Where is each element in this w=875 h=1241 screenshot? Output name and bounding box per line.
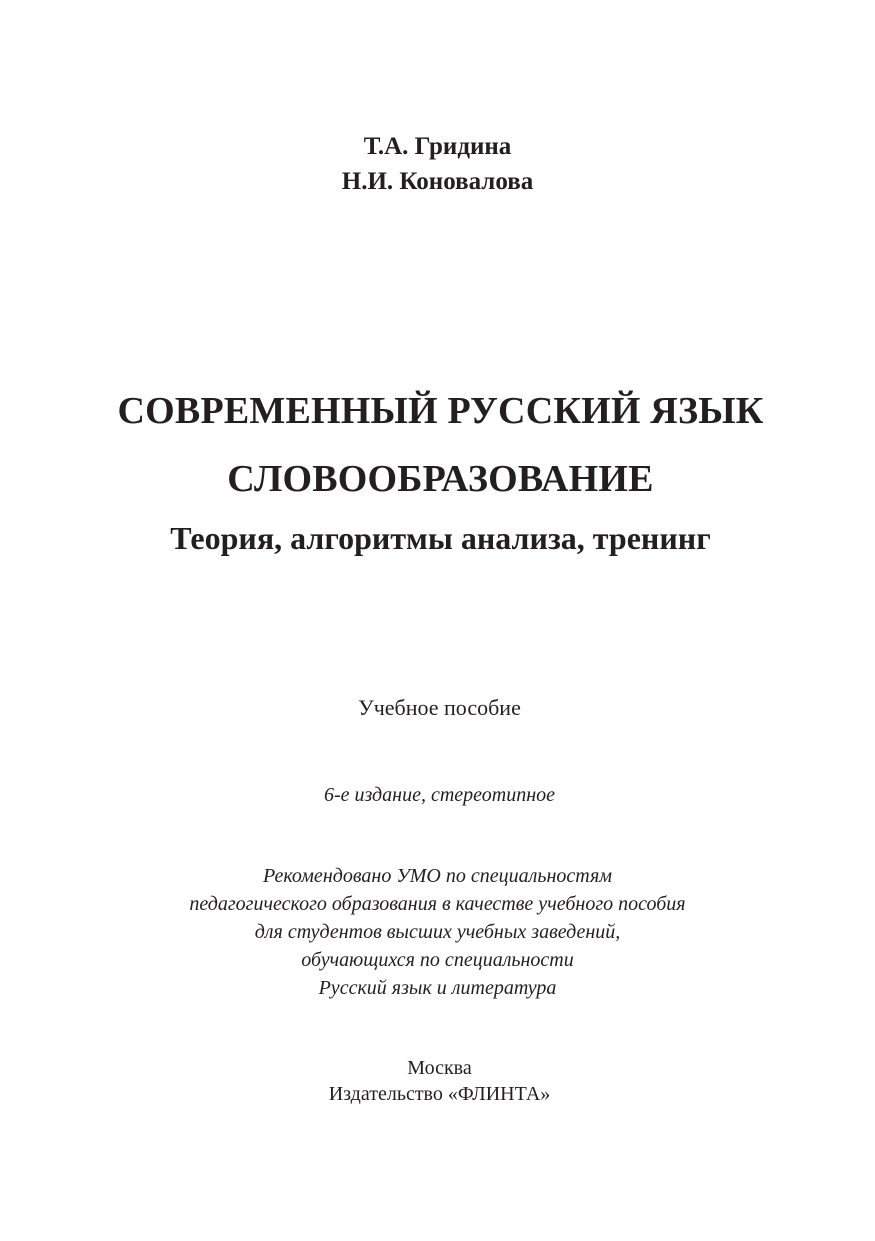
imprint-publisher: Издательство «ФЛИНТА» bbox=[328, 1083, 551, 1105]
recommendation-line: Рекомендовано УМО по специальностям bbox=[262, 865, 613, 887]
author-name: Т.А. Гридина bbox=[363, 133, 512, 160]
recommendation-line: для студентов высших учебных заведений, bbox=[254, 921, 621, 943]
book-title-line: СОВРЕМЕННЫЙ РУССКИЙ ЯЗЫК bbox=[117, 390, 764, 432]
author-name: Н.И. Коновалова bbox=[341, 168, 534, 195]
recommendation-line: обучающихся по специальности bbox=[301, 949, 574, 971]
document-type: Учебное пособие bbox=[358, 695, 521, 720]
recommendation-line: педагогического образования в качестве учебного пособия bbox=[189, 893, 686, 915]
book-subtitle: Теория, алгоритмы анализа, тренинг bbox=[170, 520, 711, 556]
book-title-line: СЛОВООБРАЗОВАНИЕ bbox=[227, 458, 654, 500]
edition-note: 6-е издание, стереотипное bbox=[323, 784, 556, 806]
recommendation-line: Русский язык и литература bbox=[318, 977, 557, 999]
imprint-city: Москва bbox=[407, 1057, 472, 1079]
